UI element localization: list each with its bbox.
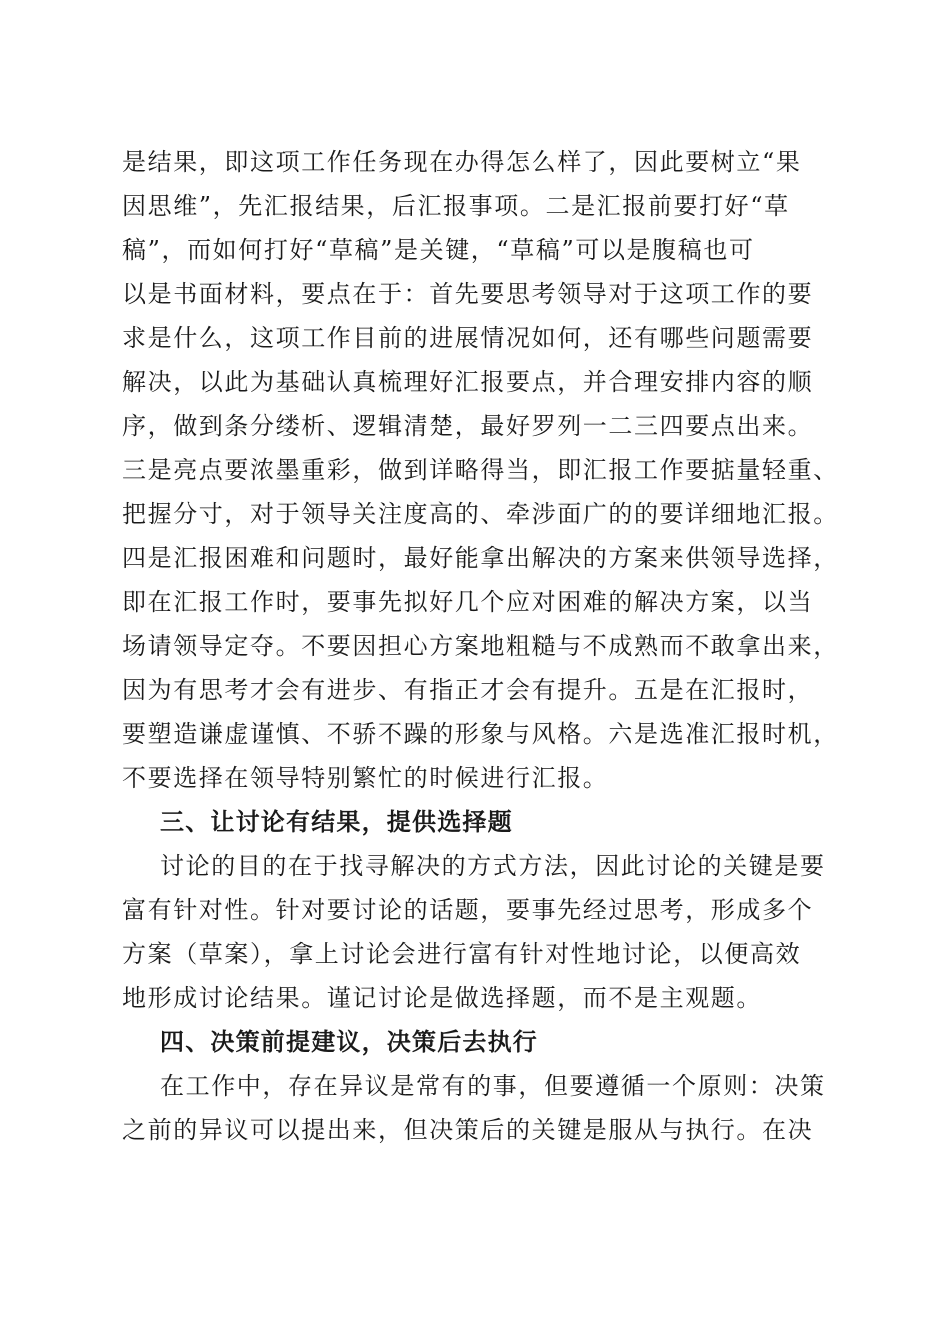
body-text-line: 解决，以此为基础认真梳理好汇报要点，并合理安排内容的顺 [122, 368, 814, 396]
body-text-line: 是结果，即这项工作任务现在办得怎么样了，因此要树立“果 [122, 148, 802, 176]
body-text-line: 因为有思考才会有进步、有指正才会有提升。五是在汇报时， [122, 676, 814, 704]
body-text-line: 三是亮点要浓墨重彩，做到详略得当，即汇报工作要掂量轻重、 [122, 456, 839, 484]
body-text-line: 在工作中，存在异议是常有的事，但要遵循一个原则：决策 [160, 1072, 826, 1100]
body-text-line: 以是书面材料，要点在于：首先要思考领导对于这项工作的要 [122, 280, 814, 308]
body-text-line: 之前的异议可以提出来，但决策后的关键是服从与执行。在决 [122, 1116, 814, 1144]
body-text-line: 把握分寸，对于领导关注度高的、牵涉面广的的要详细地汇报。 [122, 500, 839, 528]
body-text-line: 不要选择在领导特别繁忙的时候进行汇报。 [122, 764, 609, 792]
body-text-line: 因思维”，先汇报结果，后汇报事项。二是汇报前要打好“草 [122, 192, 790, 220]
body-text-line: 四是汇报困难和问题时，最好能拿出解决的方案来供领导选择， [122, 544, 839, 572]
section-heading-4: 四、决策前提建议，决策后去执行 [160, 1028, 538, 1056]
body-text-line: 地形成讨论结果。谨记讨论是做选择题，而不是主观题。 [122, 984, 762, 1012]
section-heading-3: 三、让讨论有结果，提供选择题 [160, 808, 513, 836]
body-text-line: 序，做到条分缕析、逻辑清楚，最好罗列一二三四要点出来。 [122, 412, 814, 440]
body-text-line: 要塑造谦虚谨慎、不骄不躁的形象与风格。六是选准汇报时机， [122, 720, 839, 748]
body-text-line: 富有针对性。针对要讨论的话题，要事先经过思考，形成多个 [122, 896, 814, 924]
body-text-line: 求是什么，这项工作目前的进展情况如何，还有哪些问题需要 [122, 324, 814, 352]
body-text-line: 方案（草案），拿上讨论会进行富有针对性地讨论，以便高效 [122, 940, 802, 968]
body-text-line: 场请领导定夺。不要因担心方案地粗糙与不成熟而不敢拿出来， [122, 632, 839, 660]
body-text-line: 讨论的目的在于找寻解决的方式方法，因此讨论的关键是要 [160, 852, 826, 880]
body-text-line: 即在汇报工作时，要事先拟好几个应对困难的解决方案，以当 [122, 588, 814, 616]
body-text-line: 稿”，而如何打好“草稿”是关键，“草稿”可以是腹稿也可 [122, 236, 755, 264]
